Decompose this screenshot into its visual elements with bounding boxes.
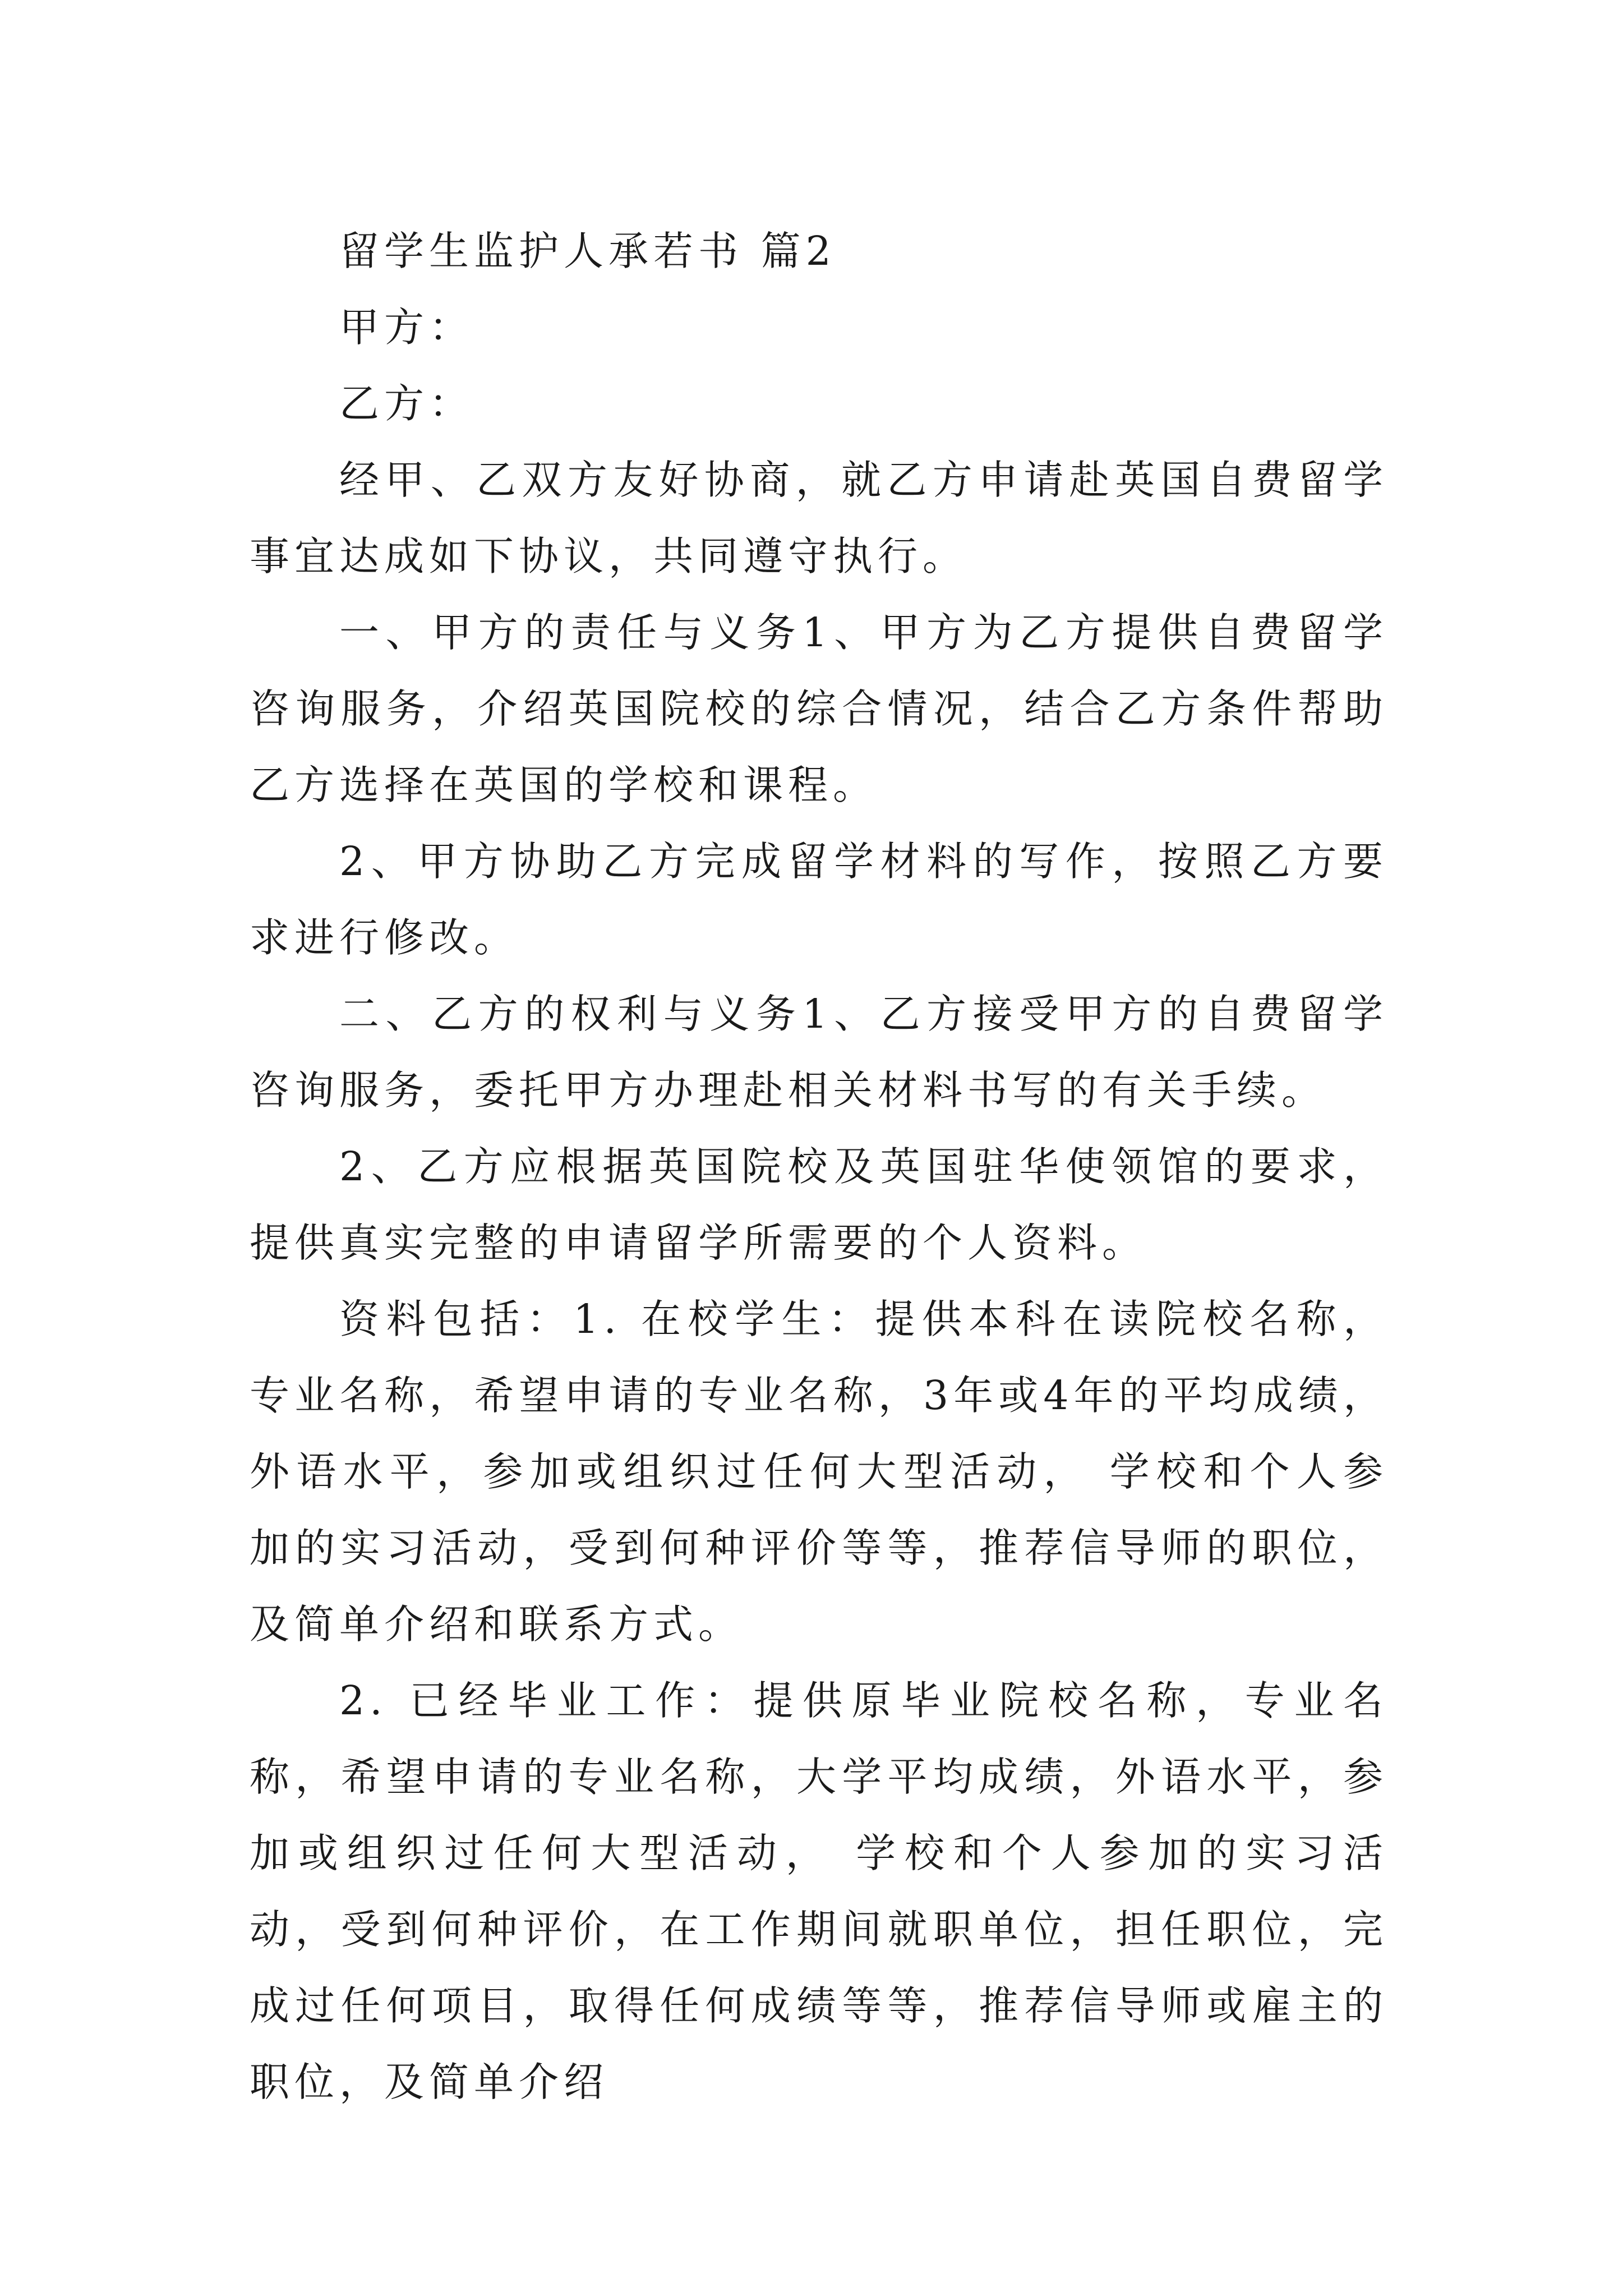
paragraph-party-b-duty-2: 2、乙方应根据英国院校及英国驻华使领馆的要求，提供真实完整的申请留学所需要的个人资料。 xyxy=(250,1143,1388,1266)
paragraph-materials-students: 资料包括：1. 在校学生：提供本科在读院校名称，专业名称，希望申请的专业名称，3年或4年的平均成绩，外语水平，参加或组织过任何大型活动， 学校和个人参加的实习活动，受到何种评价等等，推荐信导师的职位，及简单介绍和联系方式。 xyxy=(250,1296,1388,1648)
paragraph-agreement-intro: 经甲、乙双方友好协商，就乙方申请赴英国自费留学事宜达成如下协议，共同遵守执行。 xyxy=(250,457,1388,579)
party-a-label: 甲方： xyxy=(339,304,474,351)
document-title: 留学生监护人承若书 篇2 xyxy=(339,228,836,274)
party-b-label: 乙方： xyxy=(339,380,474,427)
paragraph-materials-graduates: 2. 已经毕业工作：提供原毕业院校名称，专业名称，希望申请的专业名称，大学平均成绩，外语水平，参加或组织过任何大型活动， 学校和个人参加的实习活动，受到何种评价，在工作期间就职单位，担任职位，完成过任何项目，取得任何成绩等等，推荐信导师或雇主的职位，及简单介绍 xyxy=(250,1677,1388,2105)
paragraph-party-a-duty-2: 2、甲方协助乙方完成留学材料的写作，按照乙方要求进行修改。 xyxy=(250,838,1388,961)
paragraph-party-b-duty-1: 二、乙方的权利与义务1、乙方接受甲方的自费留学咨询服务，委托甲方办理赴相关材料书写的有关手续。 xyxy=(250,991,1388,1114)
document-body xyxy=(250,213,1388,2120)
paragraph-party-a-duty-1: 一、甲方的责任与义务1、甲方为乙方提供自费留学咨询服务，介绍英国院校的综合情况，结合乙方条件帮助乙方选择在英国的学校和课程。 xyxy=(250,609,1388,808)
